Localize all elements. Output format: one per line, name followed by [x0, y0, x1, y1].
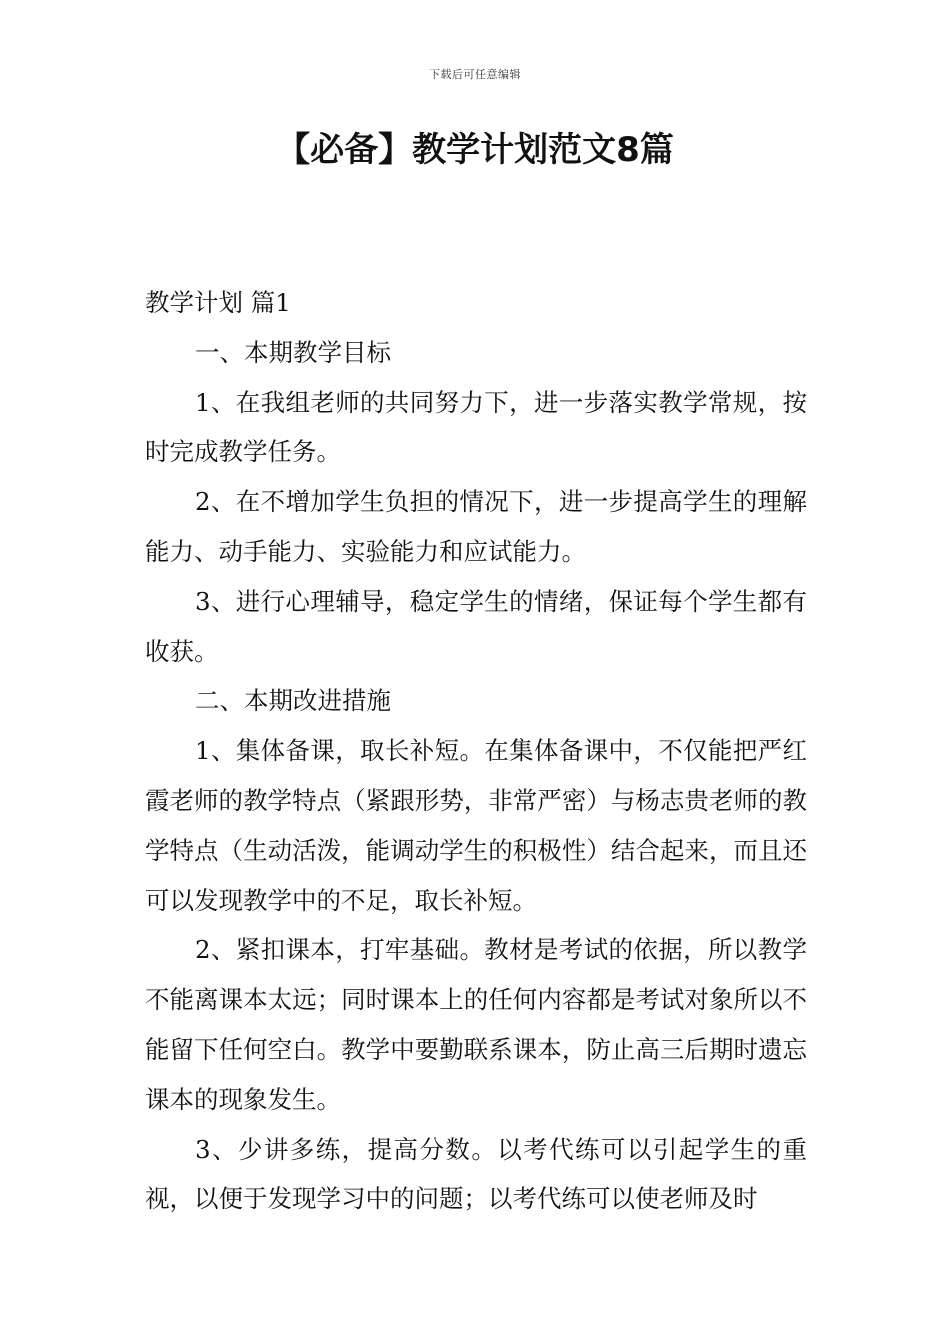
document-body: [145, 278, 807, 1224]
paragraph-goal-1: 1、在我组老师的共同努力下，进一步落实教学常规，按时完成教学任务。: [145, 387, 807, 467]
paragraph-measure-2: 2、紧扣课本，打牢基础。教材是考试的依据，所以教学不能离课本太远；同时课本上的任何内容都是考试对象所以不能留下任何空白。教学中要勤联系课本，防止高三后期时遗忘课本的现象发生。: [145, 935, 807, 1114]
subheading-goals: 一、本期教学目标: [195, 337, 391, 367]
paragraph-measure-3: 3、少讲多练，提高分数。以考代练可以引起学生的重视，以便于发现学习中的问题；以考代练可以使老师及时: [145, 1134, 807, 1214]
header-note: 下载后可任意编辑: [429, 68, 521, 81]
paragraph-measure-1: 1、集体备课，取长补短。在集体备课中，不仅能把严红霞老师的教学特点（紧跟形势，非常严密）与杨志贵老师的教学特点（生动活泼，能调动学生的积极性）结合起来，而且还可以发现教学中的不足，取长补短。: [145, 736, 807, 915]
subheading-measures: 二、本期改进措施: [195, 686, 391, 716]
section-heading: 教学计划 篇1: [145, 288, 291, 317]
document-title: 【必备】教学计划范文8篇: [276, 130, 674, 170]
paragraph-goal-3: 3、进行心理辅导，稳定学生的情绪，保证每个学生都有收获。: [145, 586, 807, 666]
paragraph-goal-2: 2、在不增加学生负担的情况下，进一步提高学生的理解能力、动手能力、实验能力和应试能力。: [145, 487, 807, 566]
